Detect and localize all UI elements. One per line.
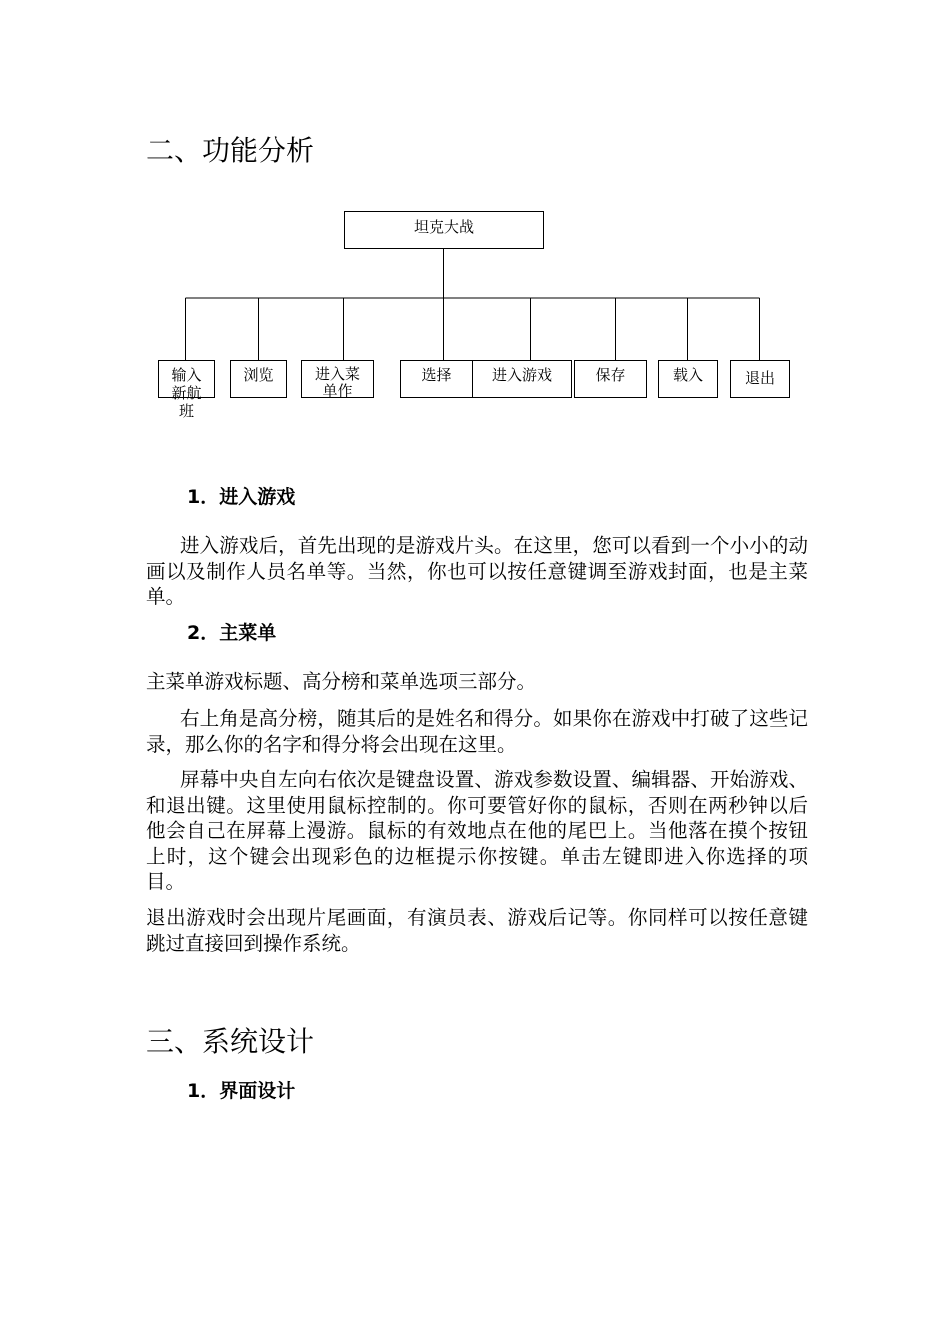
paragraph-main-menu-parts: 主菜单游戏标题、高分榜和菜单选项三部分。 (146, 670, 537, 693)
section-heading-system-design: 三、系统设计 (146, 1025, 315, 1058)
diagram-node-browse-label: 浏览 (243, 366, 274, 384)
paragraph-enter-game: 进入游戏后，首先出现的是游戏片头。在这里，您可以看到一个小小的动画以及制作人员名单等。当然，你也可以按任意键调至游戏封面，也是主菜单。 (146, 534, 808, 608)
diagram-node-save-label: 保存 (595, 366, 626, 384)
diagram-node-select (400, 360, 473, 398)
diagram-node-load-label: 载入 (672, 366, 703, 384)
diagram-root-label: 坦克大战 (413, 218, 474, 236)
paragraph-exit-game: 退出游戏时会出现片尾画面，有演员表、游戏后记等。你同样可以按任意键跳过直接回到操作系统。 (146, 906, 808, 955)
diagram-node-enter-menu (301, 360, 374, 398)
subheading-main-menu: 2．主菜单 (187, 622, 277, 644)
subheading-interface-design: 1．界面设计 (187, 1080, 296, 1102)
diagram-node-browse (230, 360, 287, 398)
diagram-node-save (574, 360, 647, 398)
diagram-node-select-label: 选择 (421, 366, 452, 384)
section-heading-functional-analysis: 二、功能分析 (146, 134, 315, 167)
subheading-enter-game: 1．进入游戏 (187, 486, 296, 508)
diagram-node-enter-menu-label: 进入菜 单作 (314, 365, 360, 400)
diagram-node-exit-label: 退出 (744, 369, 775, 387)
diagram-node-enter-game (472, 360, 572, 398)
diagram-node-exit (730, 360, 790, 398)
diagram-root-node (344, 211, 544, 249)
diagram-node-enter-game-label: 进入游戏 (491, 366, 552, 384)
diagram-node-load (658, 360, 718, 398)
diagram-node-input-flight-label: 输入 新航 班 (171, 366, 202, 420)
diagram-node-input-flight (158, 360, 215, 420)
paragraph-high-score: 右上角是高分榜，随其后的是姓名和得分。如果你在游戏中打破了这些记录，那么你的名字和得分将会出现在这里。 (146, 707, 808, 756)
paragraph-screen-center: 屏幕中央自左向右依次是键盘设置、游戏参数设置、编辑器、开始游戏、和退出键。这里使用鼠标控制的。你可要管好你的鼠标，否则在两秒钟以后他会自己在屏幕上漫游。鼠标的有效地点在他的尾巴上。当他落在摸个按钮上时，这个键会出现彩色的边框提示你按键。单击左键即进入你选择的项目。 (146, 768, 808, 893)
